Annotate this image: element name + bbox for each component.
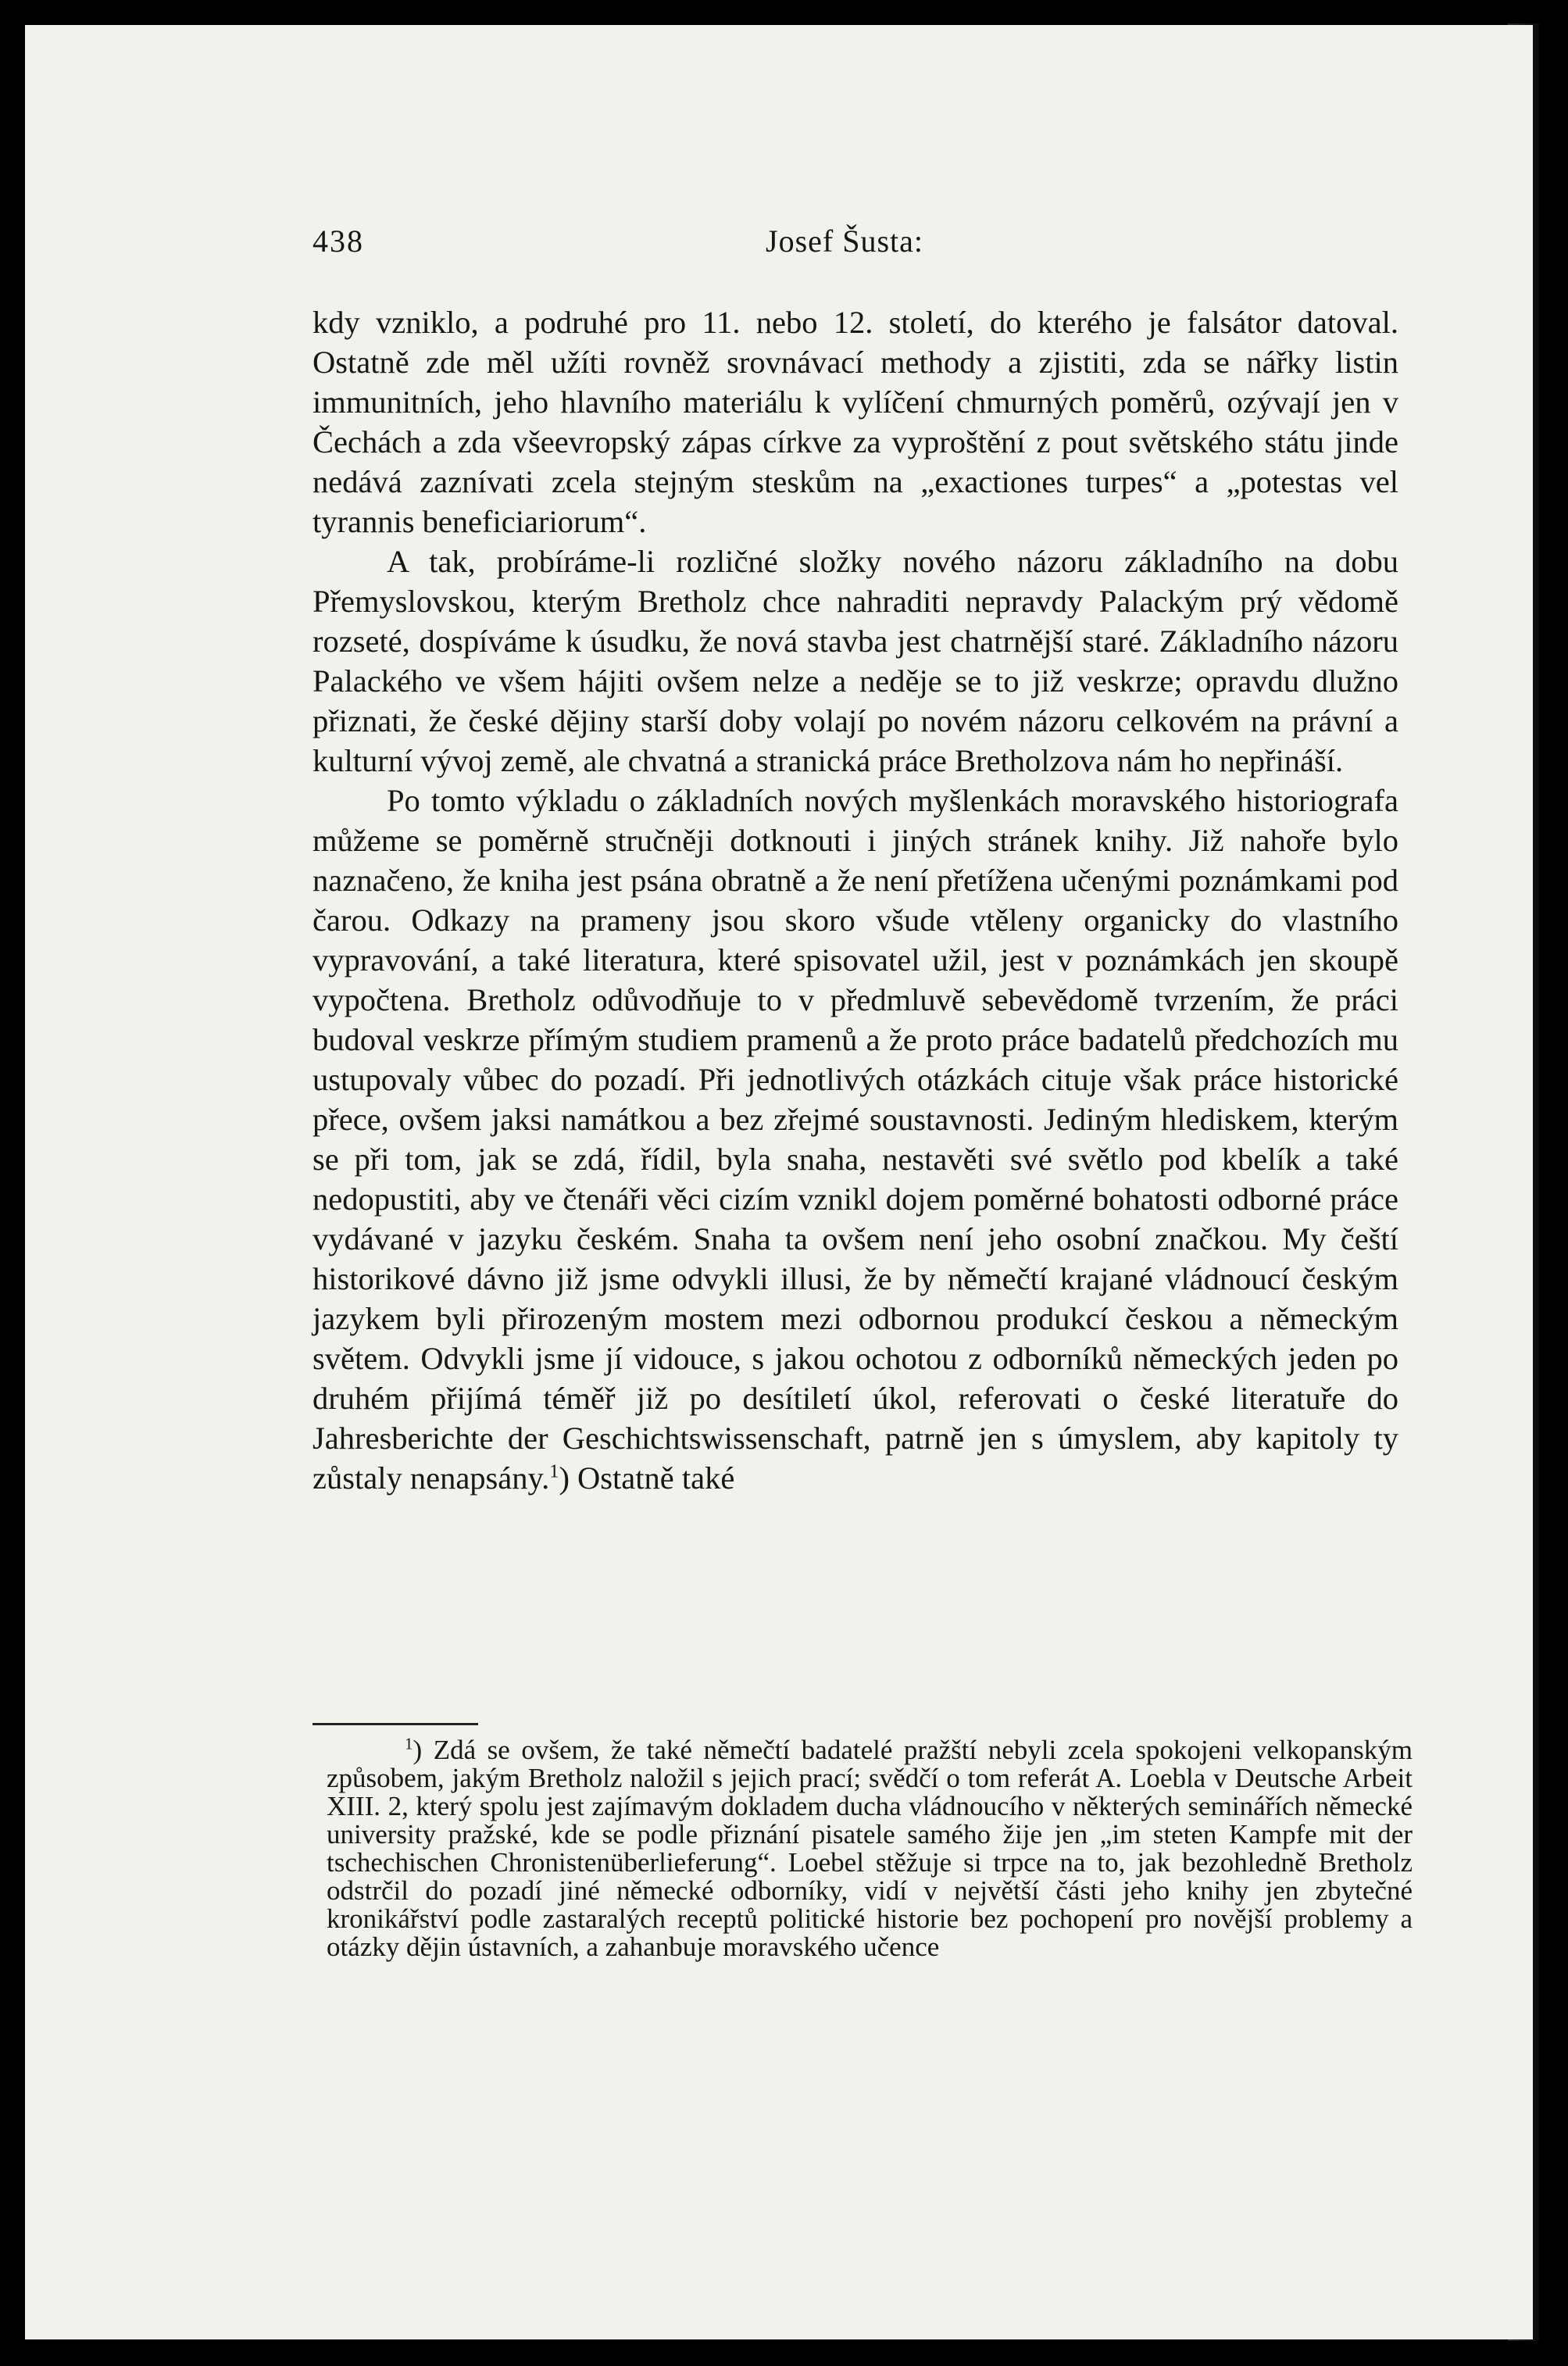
paragraph-continued: kdy vzniklo, a podruhé pro 11. nebo 12. století, do kterého je falsátor datoval. Ostatně zde měl užíti rovněž srovnávací methody a zjistiti, zda se nářky listin immunitních, jeho hlavního materiálu k vylíčení chmurných poměrů, ozývají jen v Čechách a zda všeevropský zápas církve za vyproštění z pout světského státu jinde nedává zaznívati zcela stejným steskům na „exactiones turpes“ a „potestas vel tyrannis beneficiariorum“. (313, 305, 1398, 539)
paragraph-3-text: Po tomto výkladu o základních nových myšlenkách moravského historiografa můžeme se poměrně stručněji dotknouti i jiných stránek knihy. Již nahoře bylo naznačeno, že kniha jest psána obratně a že není přetížena učenými poznámkami pod čarou. Odkazy na prameny jsou skoro všude vtěleny organicky do vlastního vypravování, a také literatura, které spisovatel užil, jest v poznámkách jen skoupě vypočtena. Bretholz odůvodňuje to v předmluvě sebevědomě tvrzením, že práci budoval veskrze přímým studiem pramenů a že proto práce badatelů předchozích mu ustupovaly vůbec do pozadí. Při jednotlivých otázkách cituje však práce historické přece, ovšem jaksi namátkou a bez zřejmé soustavnosti. Jediným hlediskem, kterým se při tom, jak se zdá, řídil, byla snaha, nestavěti své světlo pod kbelík a také nedopustiti, aby ve čtenáři věci cizím vznikl dojem poměrné bohatosti odborné práce vydávané v jazyku českém. Snaha ta ovšem není jeho osobní značkou. My čeští historikové dávno již jsme odvykli illusi, že by němečtí krajané vládnoucí českým jazykem byli přirozeným mostem mezi odbornou produkcí českou a německým světem. Odvykli jsme jí vidouce, s jakou ochotou z odborníků německých jeden po druhém přijímá téměř již po desítiletí úkol, referovati o české literatuře do Jahresberichte der Geschichtswissenschaft, patrně jen s úmyslem, aby kapitoly ty zůstaly nenapsány. (313, 783, 1398, 1496)
footnote-text: ) Zdá se ovšem, že také němečtí badatelé pražští nebyli zcela spokojeni velkopanským způsobem, jakým Bretholz naložil s jejich prací; svědčí o tom referát A. Loebla v Deutsche Arbeit XIII. 2, který spolu jest zajímavým dokladem ducha vládnoucího v některých seminářích německé university pražské, kde se podle přiznání pisatele samého žije jen „im steten Kampfe mit der tschechischen Chronistenüberlieferung“. Loebel stěžuje si trpce na to, jak bezohledně Bretholz odstrčil do pozadí jiné německé odborníky, vidí v největší části jeho knihy jen zbytečné kronikářství podle zastaralých receptů politické historie bez pochopení pro novější problemy a otázky dějin ústavních, a zahanbuje moravského učence (327, 1735, 1413, 1962)
paragraph-2: A tak, probíráme-li rozličné složky nového názoru základního na dobu Přemyslovskou, kterým Bretholz chce nahraditi nepravdy Palackým prý vědomě rozseté, dospíváme k úsudku, že nová stavba jest chatrnější staré. Základního názoru Palackého ve všem hájiti ovšem nelze a neděje se to již veskrze; opravdu dlužno přiznati, že české dějiny starší doby volají po novém názoru celkovém na právní a kulturní vývoj země, ale chvatná a stranická práce Bretholzova nám ho nepřináší. (313, 544, 1398, 778)
footnote-marker: 1 (405, 1734, 413, 1753)
paragraph-3 (313, 781, 1398, 1498)
paragraph-3-tail: ) Ostatně také (559, 1460, 735, 1496)
running-head: Josef Šusta: (766, 223, 923, 259)
page-number: 438 (313, 223, 364, 259)
page-header (313, 223, 1398, 270)
footnote-rule (313, 1723, 478, 1725)
footnote (327, 1736, 1413, 1961)
body-text (313, 302, 1398, 1498)
footnote-reference: 1 (549, 1460, 559, 1482)
